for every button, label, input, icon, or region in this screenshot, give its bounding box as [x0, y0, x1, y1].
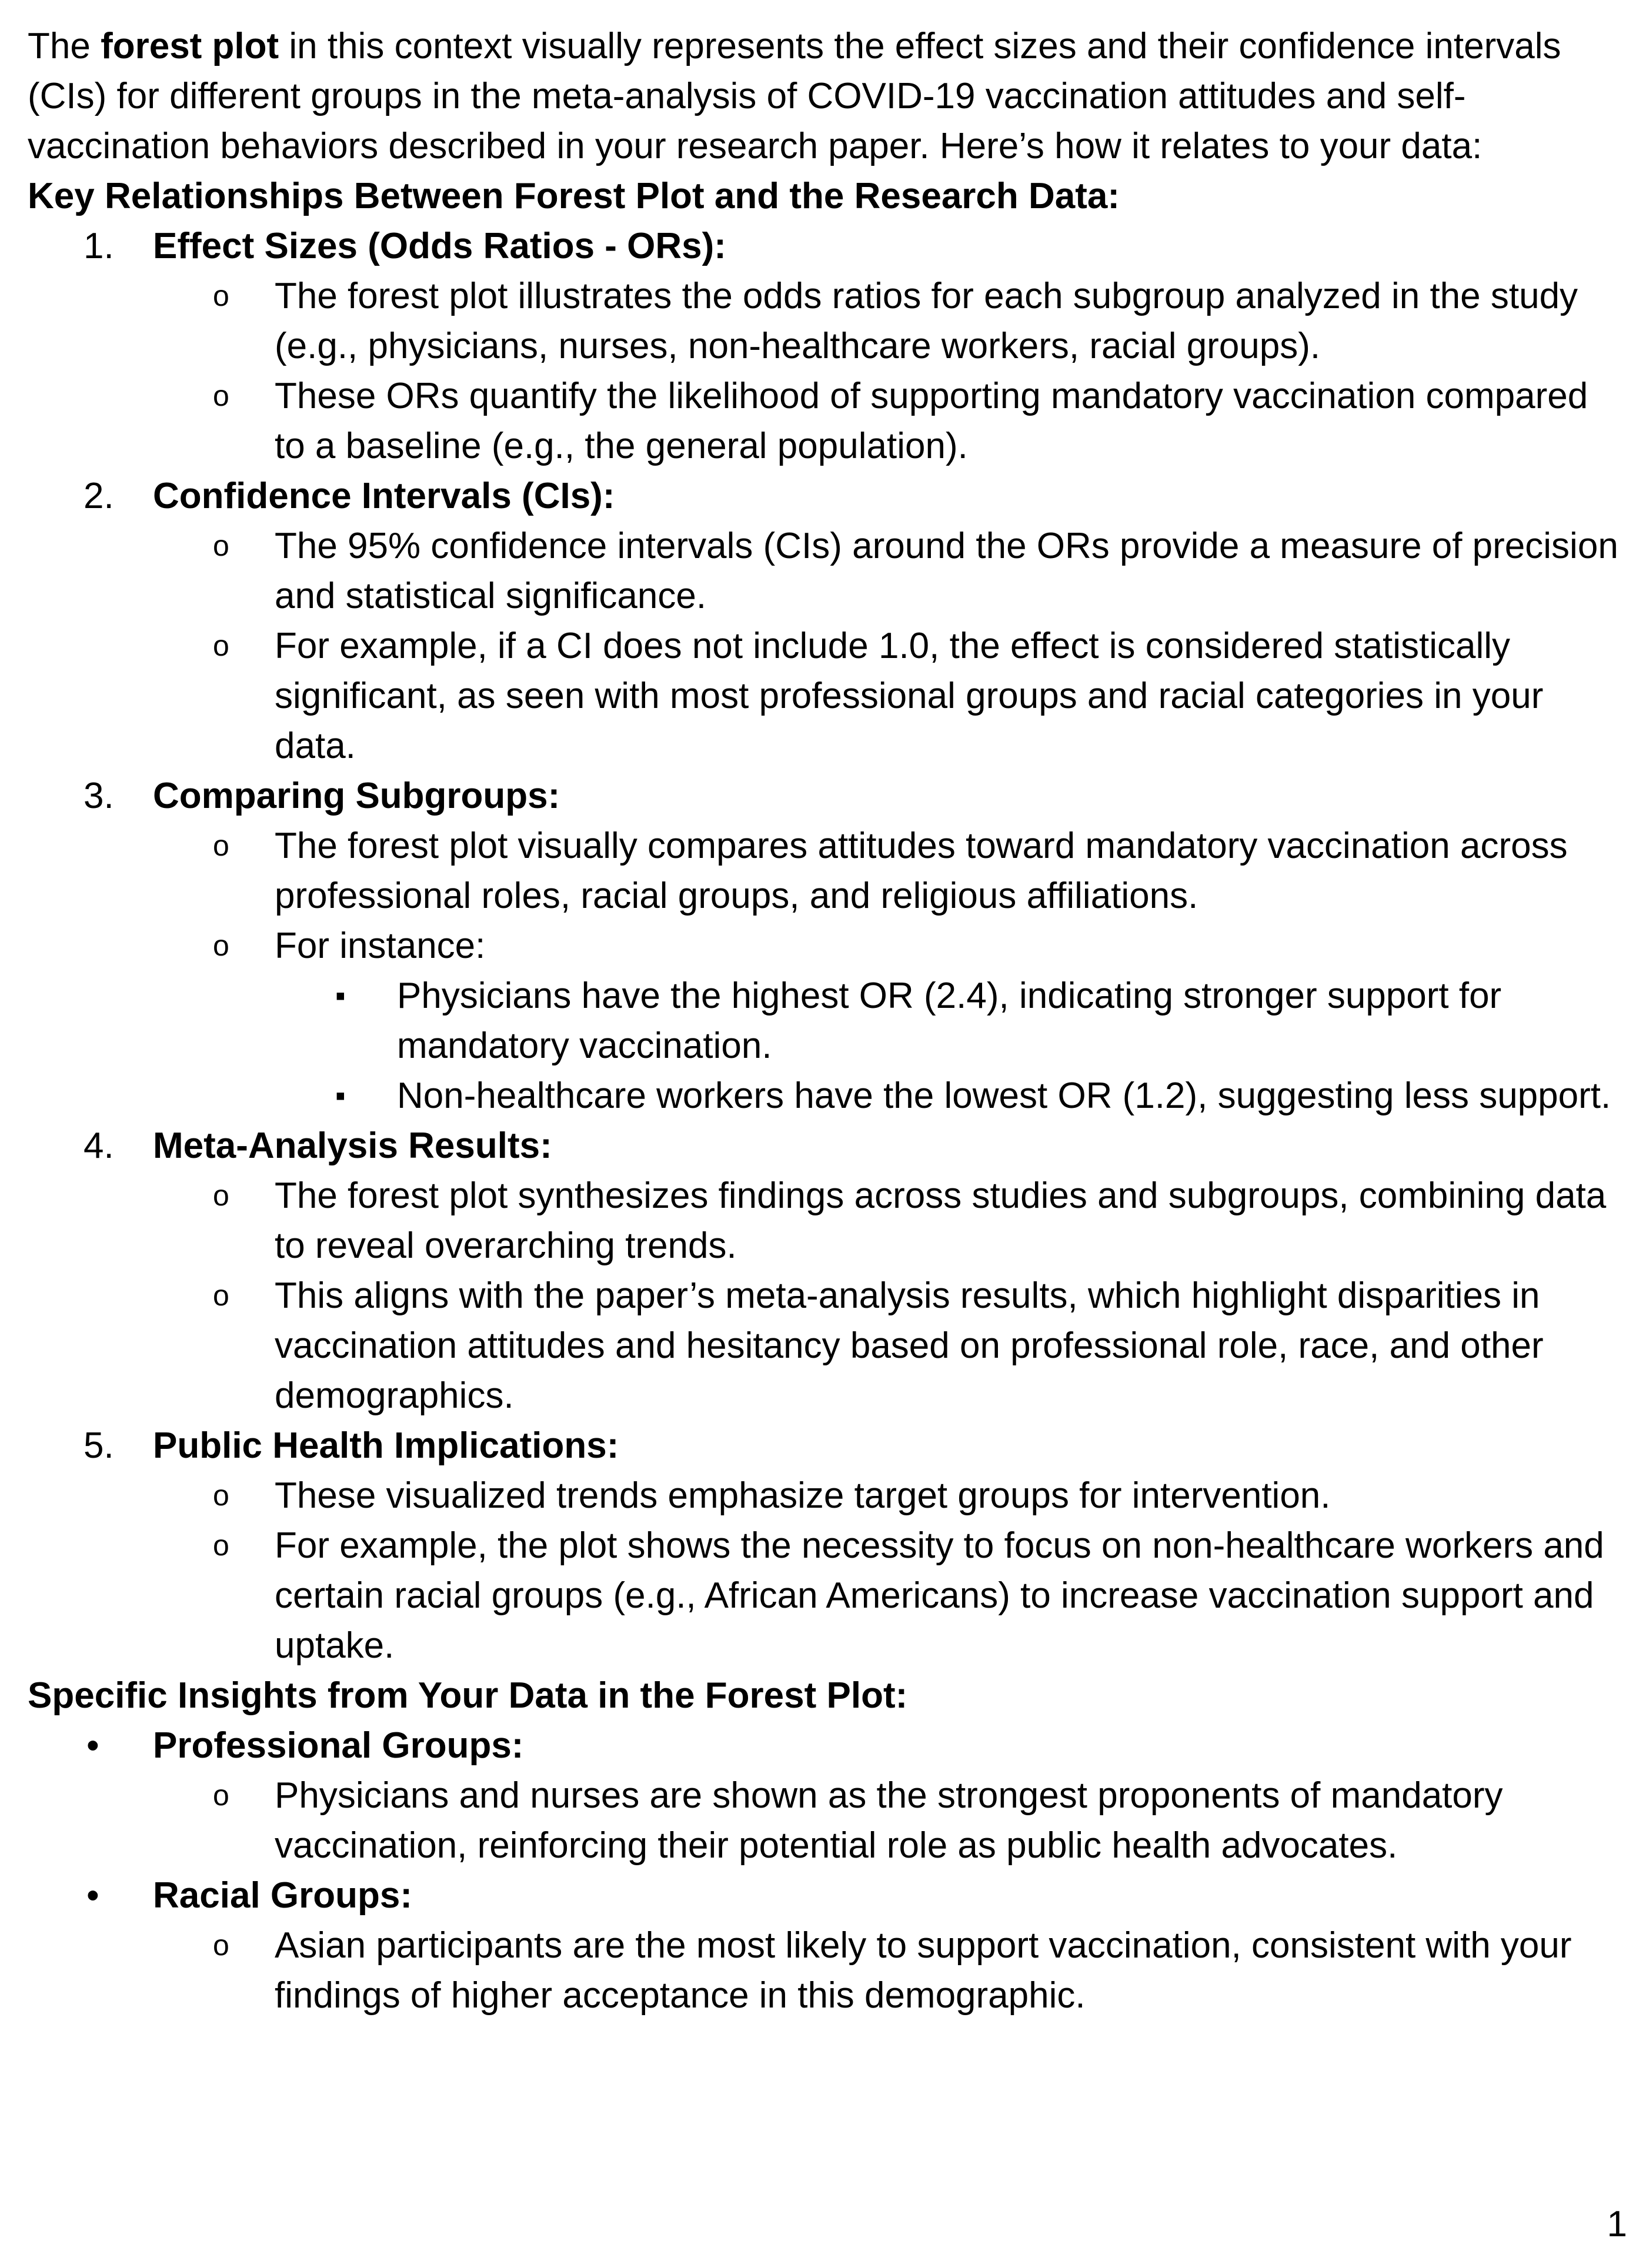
- sub-bullet: o These ORs quantify the likelihood of supporting mandatory vaccination compared to a baseline (e.g., the general population).: [28, 371, 1627, 471]
- numbered-item: [28, 1121, 1627, 1171]
- bullet-item: [28, 1721, 1627, 1771]
- item-title: Effect Sizes (Odds Ratios - ORs):: [153, 226, 726, 266]
- item-title: Meta-Analysis Results:: [153, 1125, 552, 1166]
- circle-bullet-icon: o: [213, 829, 229, 862]
- sub-sub-bullet: ▪ Non-healthcare workers have the lowest OR (1.2), suggesting less support.: [28, 1071, 1627, 1121]
- item-title: Confidence Intervals (CIs):: [153, 476, 615, 516]
- circle-bullet-icon: o: [213, 929, 229, 962]
- sub-bullet: o These visualized trends emphasize target groups for intervention.: [28, 1471, 1627, 1521]
- circle-bullet-icon: o: [213, 1529, 229, 1562]
- numbered-item: [28, 471, 1627, 521]
- intro-bold-term: forest plot: [101, 26, 279, 66]
- intro-paragraph: The forest plot in this context visually represents the effect sizes and their confidence intervals (CIs) for different groups in the meta-analysis of COVID-19 vaccination attitudes and self-vaccination behaviors described in your research paper. Here’s how it relates to your data:: [28, 26, 1561, 166]
- circle-bullet-icon: o: [213, 279, 229, 312]
- item-title: Comparing Subgroups:: [153, 776, 560, 816]
- sub-sub-bullet: ▪ Physicians have the highest OR (2.4), indicating stronger support for mandatory vaccination.: [28, 971, 1627, 1071]
- sub-bullet: o For example, the plot shows the necessity to focus on non-healthcare workers and certain racial groups (e.g., African Americans) to increase vaccination support and uptake.: [28, 1521, 1627, 1671]
- list-number: 1.: [84, 226, 114, 266]
- section-heading: Specific Insights from Your Data in the Forest Plot:: [28, 1675, 908, 1716]
- list-number: 4.: [84, 1125, 114, 1166]
- section-heading: Key Relationships Between Forest Plot and the Research Data:: [28, 176, 1120, 216]
- sub-bullet: o This aligns with the paper’s meta-analysis results, which highlight disparities in vaccination attitudes and hesitancy based on professional role, race, and other demographics.: [28, 1271, 1627, 1421]
- circle-bullet-icon: o: [213, 529, 229, 562]
- sub-bullet: o The forest plot visually compares attitudes toward mandatory vaccination across professional roles, racial groups, and religious affiliations.: [28, 821, 1627, 921]
- circle-bullet-icon: o: [213, 1279, 229, 1312]
- item-title: Public Health Implications:: [153, 1425, 619, 1466]
- circle-bullet-icon: o: [213, 1479, 229, 1512]
- bullet-icon: •: [86, 1725, 99, 1766]
- numbered-item: [28, 771, 1627, 821]
- numbered-item: [28, 1421, 1627, 1471]
- square-bullet-icon: ▪: [335, 1079, 346, 1112]
- document-body: [28, 21, 1627, 2020]
- circle-bullet-icon: o: [213, 1929, 229, 1962]
- sub-bullet: o The forest plot synthesizes findings across studies and subgroups, combining data to reveal overarching trends.: [28, 1171, 1627, 1271]
- bullet-item: [28, 1870, 1627, 1920]
- circle-bullet-icon: o: [213, 629, 229, 662]
- circle-bullet-icon: o: [213, 1779, 229, 1812]
- list-number: 3.: [84, 776, 114, 816]
- circle-bullet-icon: o: [213, 379, 229, 412]
- sub-bullet: o For instance:: [28, 921, 1627, 971]
- numbered-item: [28, 221, 1627, 271]
- sub-bullet: o For example, if a CI does not include 1.0, the effect is considered statistically significant, as seen with most professional groups and racial categories in your data.: [28, 621, 1627, 771]
- item-title: Professional Groups:: [153, 1725, 524, 1766]
- sub-bullet: o Asian participants are the most likely to support vaccination, consistent with your findings of higher acceptance in this demographic.: [28, 1920, 1627, 2020]
- bullet-icon: •: [86, 1875, 99, 1916]
- item-title: Racial Groups:: [153, 1875, 412, 1916]
- list-number: 5.: [84, 1425, 114, 1466]
- sub-bullet: o Physicians and nurses are shown as the strongest proponents of mandatory vaccination, reinforcing their potential role as public health advocates.: [28, 1771, 1627, 1870]
- sub-bullet: o The forest plot illustrates the odds ratios for each subgroup analyzed in the study (e.g., physicians, nurses, non-healthcare workers, racial groups).: [28, 271, 1627, 371]
- circle-bullet-icon: o: [213, 1179, 229, 1212]
- square-bullet-icon: ▪: [335, 979, 346, 1012]
- list-number: 2.: [84, 476, 114, 516]
- page-number: 1: [1607, 2204, 1627, 2244]
- sub-bullet: o The 95% confidence intervals (CIs) around the ORs provide a measure of precision and statistical significance.: [28, 521, 1627, 621]
